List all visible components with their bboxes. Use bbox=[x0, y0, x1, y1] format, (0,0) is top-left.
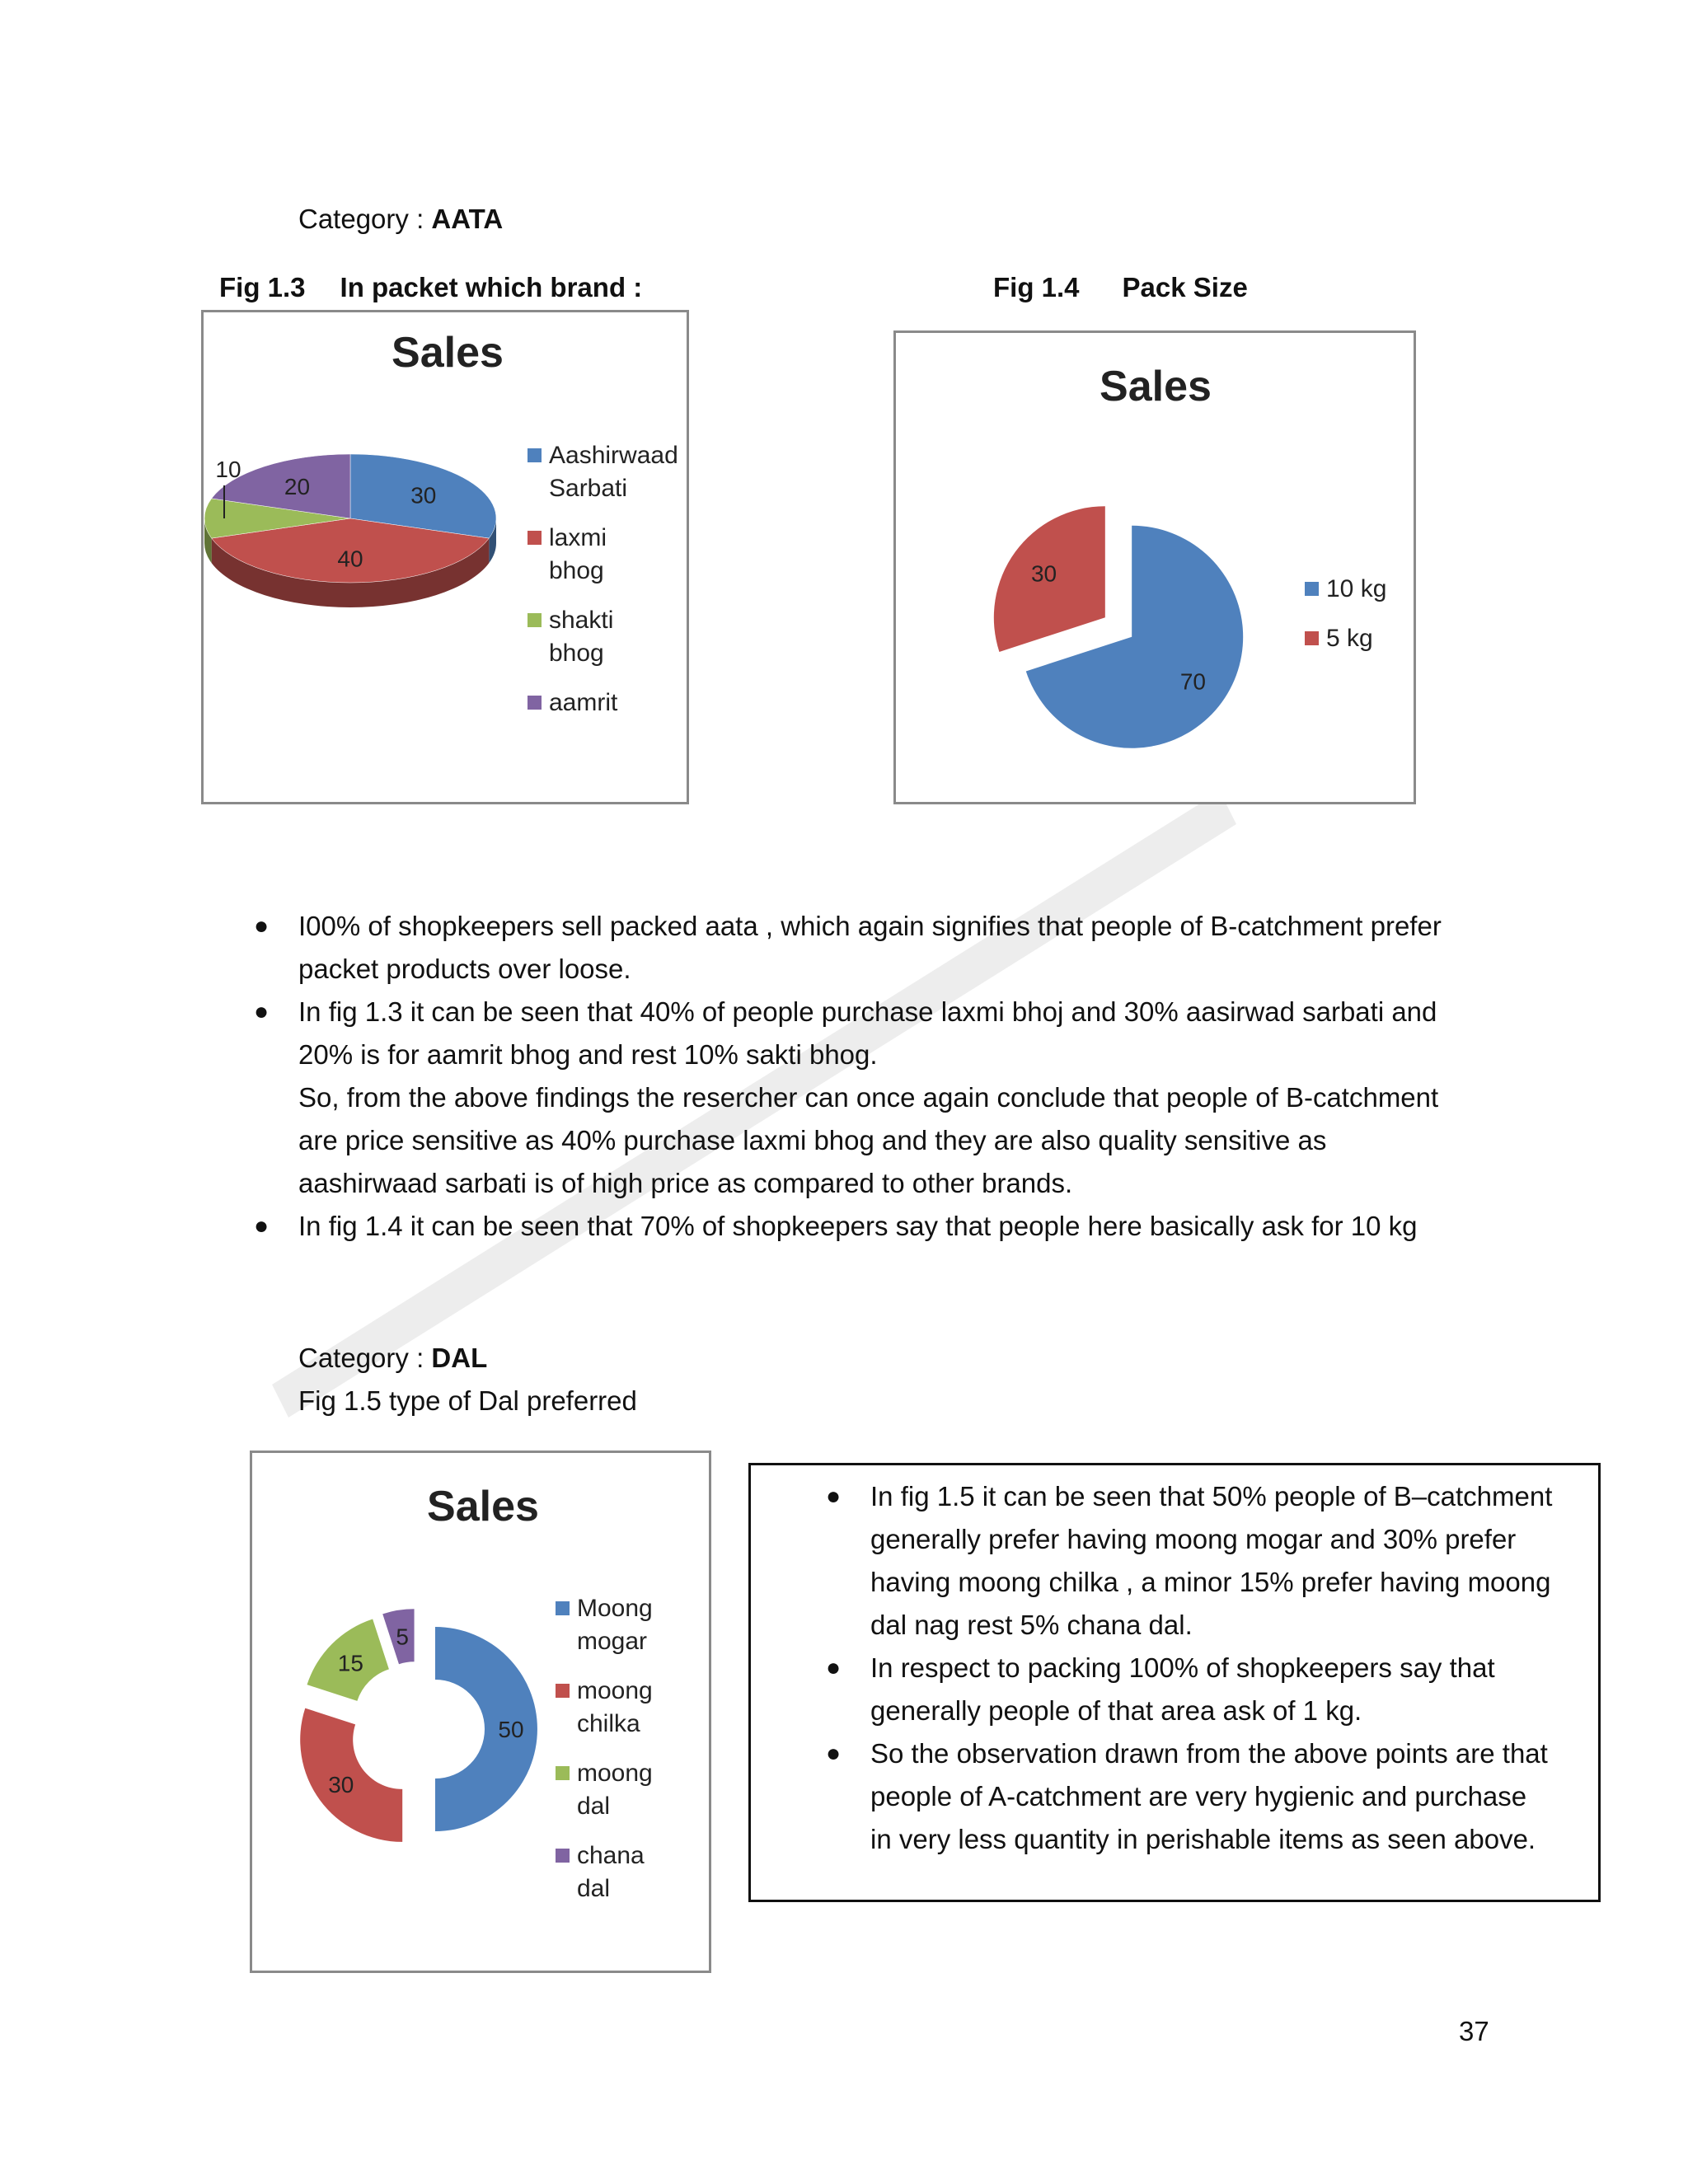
dal-observations-list bbox=[826, 1475, 1587, 1861]
fig15-chart bbox=[250, 1451, 711, 1973]
dal-category-heading: Category : DAL bbox=[298, 1343, 488, 1373]
data-label: 70 bbox=[1179, 668, 1207, 695]
data-label: 40 bbox=[337, 546, 363, 572]
dal-category-name: DAL bbox=[431, 1343, 488, 1373]
fig15-chart-svg bbox=[252, 1453, 714, 1975]
bullet-line: people of A-catchment are very hygienic and purchase bbox=[870, 1781, 1527, 1811]
legend-label: moong dal bbox=[577, 1760, 653, 1820]
legend-label: Aashirwaad Sarbati bbox=[549, 442, 678, 502]
fig14-label bbox=[993, 272, 1248, 303]
legend-label: chana dal bbox=[577, 1842, 645, 1902]
aata-category-name: AATA bbox=[431, 204, 504, 234]
fig13-chart-svg bbox=[204, 312, 692, 807]
bullet-dot-icon: ● bbox=[254, 912, 270, 940]
bullet-dot-icon: ● bbox=[826, 1483, 842, 1510]
legend-label: moong chilka bbox=[577, 1677, 653, 1737]
bullet-dot-icon: ● bbox=[254, 1212, 270, 1240]
bullet-line: packet products over loose. bbox=[298, 954, 631, 984]
data-label: 30 bbox=[410, 482, 437, 509]
legend-swatch bbox=[528, 448, 542, 462]
data-label: 30 bbox=[328, 1772, 354, 1798]
bullet-line: having moong chilka , a minor 15% prefer having moong bbox=[870, 1567, 1551, 1597]
bullet-dot-icon: ● bbox=[826, 1740, 842, 1767]
data-label: 20 bbox=[284, 473, 311, 499]
data-label: 15 bbox=[337, 1650, 363, 1676]
fig13-title: In packet which brand : bbox=[340, 272, 643, 302]
fig13-chart bbox=[201, 310, 689, 804]
bullet-dot-icon: ● bbox=[826, 1654, 842, 1681]
bullet-line: generally prefer having moong mogar and 30% prefer bbox=[870, 1524, 1517, 1554]
legend-label: 10 kg bbox=[1326, 575, 1387, 602]
bullet-item bbox=[254, 1205, 1535, 1248]
aata-category-heading: Category : AATA bbox=[298, 204, 504, 234]
fig14-chart-svg bbox=[896, 333, 1418, 807]
bullet-line: In fig 1.3 it can be seen that 40% of people purchase laxmi bhoj and 30% aasirwad sarbati and bbox=[298, 996, 1437, 1027]
fig14-title: Pack Size bbox=[1122, 272, 1248, 302]
bullet-dot-icon: ● bbox=[254, 998, 270, 1025]
fig13-number: Fig 1.3 bbox=[219, 272, 306, 302]
fig13-label bbox=[219, 272, 642, 303]
bullet-line: In respect to packing 100% of shopkeepers say that bbox=[870, 1652, 1495, 1683]
legend-swatch bbox=[528, 696, 542, 710]
bullet-line: In fig 1.4 it can be seen that 70% of shopkeepers say that people here basically ask for 10 kg bbox=[298, 1211, 1418, 1241]
chart-title: Sales bbox=[1100, 363, 1212, 410]
bullet-item bbox=[826, 1647, 1587, 1732]
fig14-number: Fig 1.4 bbox=[993, 272, 1080, 302]
bullet-line: I00% of shopkeepers sell packed aata , which again signifies that people of B-catchment prefer bbox=[298, 911, 1442, 941]
chart-title: Sales bbox=[392, 329, 504, 377]
fig14-chart bbox=[893, 330, 1416, 804]
legend-swatch bbox=[1305, 631, 1319, 645]
legend-label: aamrit bbox=[549, 689, 618, 716]
bullet-line: In fig 1.5 it can be seen that 50% people of B–catchment bbox=[870, 1481, 1553, 1511]
legend-label: Moong mogar bbox=[577, 1595, 653, 1655]
bullet-line: aashirwaad sarbati is of high price as compared to other brands. bbox=[298, 1168, 1073, 1198]
bullet-line: are price sensitive as 40% purchase laxmi bhog and they are also quality sensitive as bbox=[298, 1125, 1327, 1155]
bullet-line: dal nag rest 5% chana dal. bbox=[870, 1610, 1193, 1640]
page-number: 37 bbox=[1459, 2016, 1489, 2046]
data-label: 30 bbox=[1030, 560, 1057, 587]
bullet-line: So the observation drawn from the above points are that bbox=[870, 1738, 1548, 1769]
data-label: 50 bbox=[498, 1717, 524, 1742]
fig15-caption: Fig 1.5 type of Dal preferred bbox=[298, 1385, 637, 1416]
bullet-line: 20% is for aamrit bhog and rest 10% sakti bhog. bbox=[298, 1039, 878, 1070]
legend-swatch bbox=[556, 1684, 570, 1698]
legend-label: laxmi bhog bbox=[549, 524, 607, 584]
chart-title: Sales bbox=[427, 1483, 539, 1530]
bullet-item bbox=[826, 1475, 1587, 1647]
bullet-line: So, from the above findings the resercher can once again conclude that people of B-catchment bbox=[298, 1082, 1439, 1113]
legend-swatch bbox=[528, 613, 542, 627]
legend-swatch bbox=[556, 1849, 570, 1863]
legend-label: 5 kg bbox=[1326, 625, 1373, 652]
bullet-item bbox=[826, 1732, 1587, 1861]
bullet-item bbox=[254, 905, 1535, 991]
legend-label: shakti bhog bbox=[549, 607, 614, 667]
bullet-line: in very less quantity in perishable items as seen above. bbox=[870, 1824, 1536, 1854]
data-label: 5 bbox=[396, 1624, 409, 1650]
bullet-item bbox=[254, 991, 1535, 1205]
legend-swatch bbox=[556, 1766, 570, 1780]
dal-observations-box bbox=[748, 1463, 1601, 1902]
aata-observations-list bbox=[254, 905, 1535, 1248]
legend-swatch bbox=[1305, 582, 1319, 596]
bullet-line: generally people of that area ask of 1 kg. bbox=[870, 1695, 1362, 1726]
data-label: 10 bbox=[215, 457, 241, 482]
legend-swatch bbox=[528, 531, 542, 545]
legend-swatch bbox=[556, 1601, 570, 1615]
